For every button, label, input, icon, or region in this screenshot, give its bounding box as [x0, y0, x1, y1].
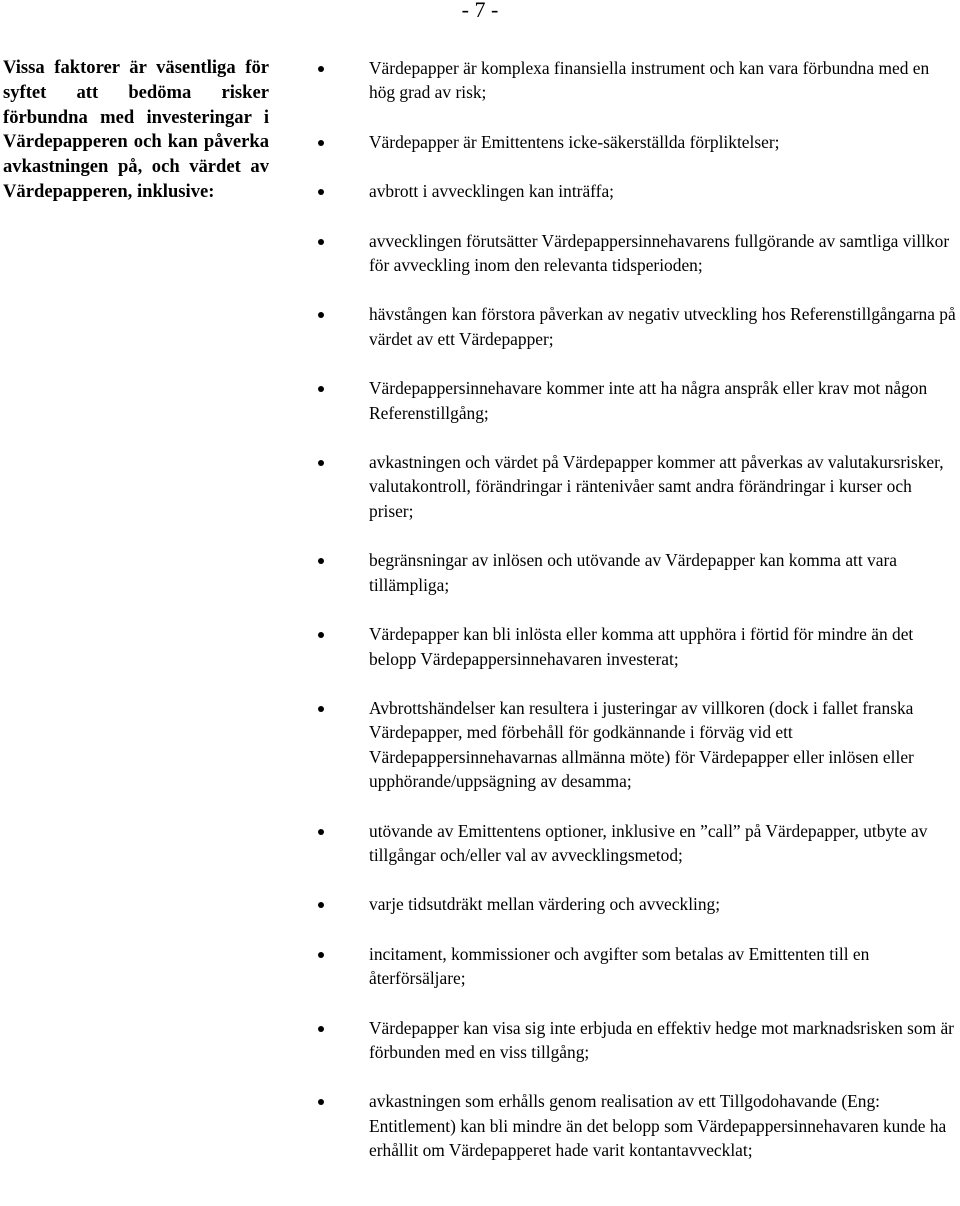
bullet-icon: [318, 140, 324, 146]
list-item: [318, 130, 958, 154]
bullet-icon: [318, 1099, 324, 1105]
bullet-icon: [318, 312, 324, 318]
risk-factor-list: [318, 56, 958, 1188]
list-item: [318, 622, 958, 671]
list-item-text: avbrott i avvecklingen kan inträffa;: [369, 181, 614, 202]
list-item-text: Värdepappersinnehavare kommer inte att ha några anspråk eller krav mot någon Referenstillgång;: [369, 378, 928, 423]
list-item: [318, 179, 958, 203]
section-heading: Vissa faktorer är väsentliga för syftet att bedöma risker förbundna med investeringar i Värdepapperen och kan påverka avkastningen på, och värdet av Värdepapperen, inklusive:: [3, 57, 269, 202]
list-item-text: Avbrottshändelser kan resultera i justeringar av villkoren (dock i fallet franska Värdepapper, med förbehåll för godkännande i förväg vid ett Värdepappersinnehavarnas allmänna möte) för Värdepapper eller inlösen eller upphörande/uppsägning av desamma;: [369, 697, 914, 792]
list-item: [318, 302, 958, 351]
page-number: - 7 -: [461, 0, 499, 22]
list-item-text: Värdepapper kan bli inlösta eller komma att upphöra i förtid för mindre än det belopp Värdepappersinnehavaren investerat;: [369, 624, 914, 669]
list-item: [318, 892, 958, 916]
list-item: [318, 376, 958, 425]
list-item: [318, 819, 958, 868]
list-item-text: avvecklingen förutsätter Värdepappersinnehavarens fullgörande av samtliga villkor för avveckling inom den relevanta tidsperioden;: [369, 230, 950, 276]
list-item-text: Värdepapper är komplexa finansiella instrument och kan vara förbundna med en hög grad av risk;: [369, 58, 930, 103]
list-item-text: Värdepapper kan visa sig inte erbjuda en effektiv hedge mot marknadsrisken som är förbunden med en viss tillgång;: [369, 1017, 954, 1062]
bullet-icon: [318, 1026, 324, 1032]
list-item: [318, 229, 958, 278]
list-item-text: begränsningar av inlösen och utövande av Värdepapper kan komma att vara tillämpliga;: [369, 550, 897, 595]
list-item: [318, 56, 958, 105]
bullet-icon: [318, 460, 324, 466]
list-item-text: varje tidsutdräkt mellan värdering och avveckling;: [369, 894, 721, 915]
list-item: [318, 450, 958, 523]
bullet-icon: [318, 632, 324, 638]
list-item-text: utövande av Emittentens optioner, inklusive en ”call” på Värdepapper, utbyte av tillgångar och/eller val av avvecklingsmetod;: [369, 820, 928, 865]
list-item: [318, 1016, 958, 1065]
bullet-icon: [318, 386, 324, 392]
bullet-icon: [318, 952, 324, 958]
list-item-text: avkastningen som erhålls genom realisation av ett Tillgodohavande (Eng: Entitlement) kan bli mindre än det belopp som Värdepappersinnehavaren kunde ha erhållit om Värdepapperet hade varit kontantavvecklat;: [369, 1091, 947, 1161]
list-item: [318, 1089, 958, 1162]
bullet-icon: [318, 189, 324, 195]
list-item-text: Värdepapper är Emittentens icke-säkerställda förpliktelser;: [369, 131, 780, 152]
list-item: [318, 548, 958, 597]
bullet-icon: [318, 829, 324, 835]
bullet-icon: [318, 902, 324, 908]
bullet-icon: [318, 558, 324, 564]
list-item: [318, 696, 958, 794]
list-item: [318, 942, 958, 991]
bullet-icon: [318, 706, 324, 712]
bullet-icon: [318, 239, 324, 245]
list-item-text: hävstången kan förstora påverkan av negativ utveckling hos Referenstillgångarna på värdet av ett Värdepapper;: [369, 304, 956, 349]
list-item-text: avkastningen och värdet på Värdepapper kommer att påverkas av valutakursrisker, valutakontroll, förändringar i räntenivåer samt andra förändringar i kurser och priser;: [369, 452, 944, 521]
list-item-text: incitament, kommissioner och avgifter som betalas av Emittenten till en återförsäljare;: [369, 943, 870, 989]
bullet-icon: [318, 66, 324, 72]
